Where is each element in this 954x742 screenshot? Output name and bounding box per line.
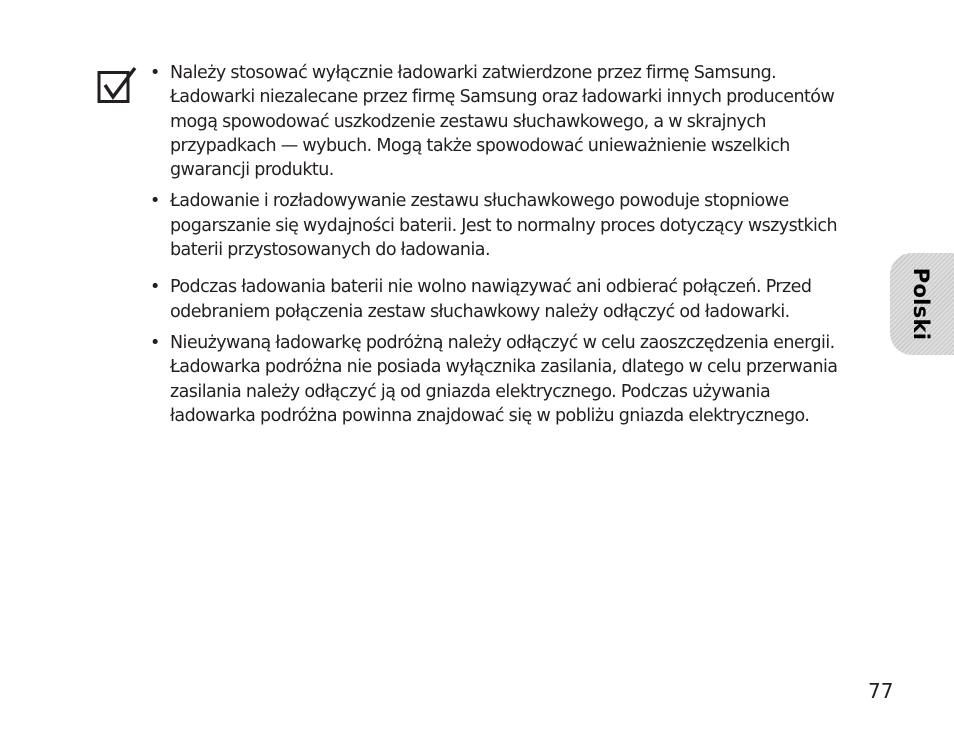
page-number: 77 [868,679,894,703]
bullet-icon: • [150,332,160,353]
bullet-icon: • [150,191,160,212]
list-item [150,189,850,262]
checkbox-note-icon [97,66,137,106]
note-list [150,61,850,428]
bullet-icon: • [150,277,160,298]
list-item [150,61,850,182]
bullet-icon: • [150,63,160,83]
list-item [150,275,850,324]
list-item-text: Należy stosować wyłącznie ładowarki zatwierdzone przez firmę Samsung. Ładowarki niezalecane przez firmę Samsung oraz ładowarki innych producentów mogą spowodować uszkodzenie zestawu słuchawkowego, a w skrajnych przypadkach — wybuch. Mogą także spowodować unieważnienie wszelkich gwarancji produktu. [170,63,835,181]
list-item-text: Podczas ładowania baterii nie wolno nawiązywać ani odbierać połączeń. Przed odebraniem połączenia zestaw słuchawkowy należy odłączyć od ładowarki. [170,277,812,322]
list-item-text: Ładowanie i rozładowywanie zestawu słuchawkowego powoduje stopniowe pogarszanie się wydajności baterii. Jest to normalny proces dotyczący wszystkich baterii przystosowanych do ładowania. [170,191,837,261]
list-item-text: Nieużywaną ładowarkę podróżną należy odłączyć w celu zaoszczędzenia energii. Ładowarka podróżna nie posiada wyłącznika zasilania, dlatego w celu przerwania zasilania należy odłączyć ją od gniazda elektrycznego. Podczas używania ładowarka podróżna powinna znajdować się w pobliżu gniazda elektrycznego. [170,332,838,426]
list-item [150,331,850,428]
language-tab-label: Polski [909,267,933,341]
language-side-tab [890,253,954,355]
